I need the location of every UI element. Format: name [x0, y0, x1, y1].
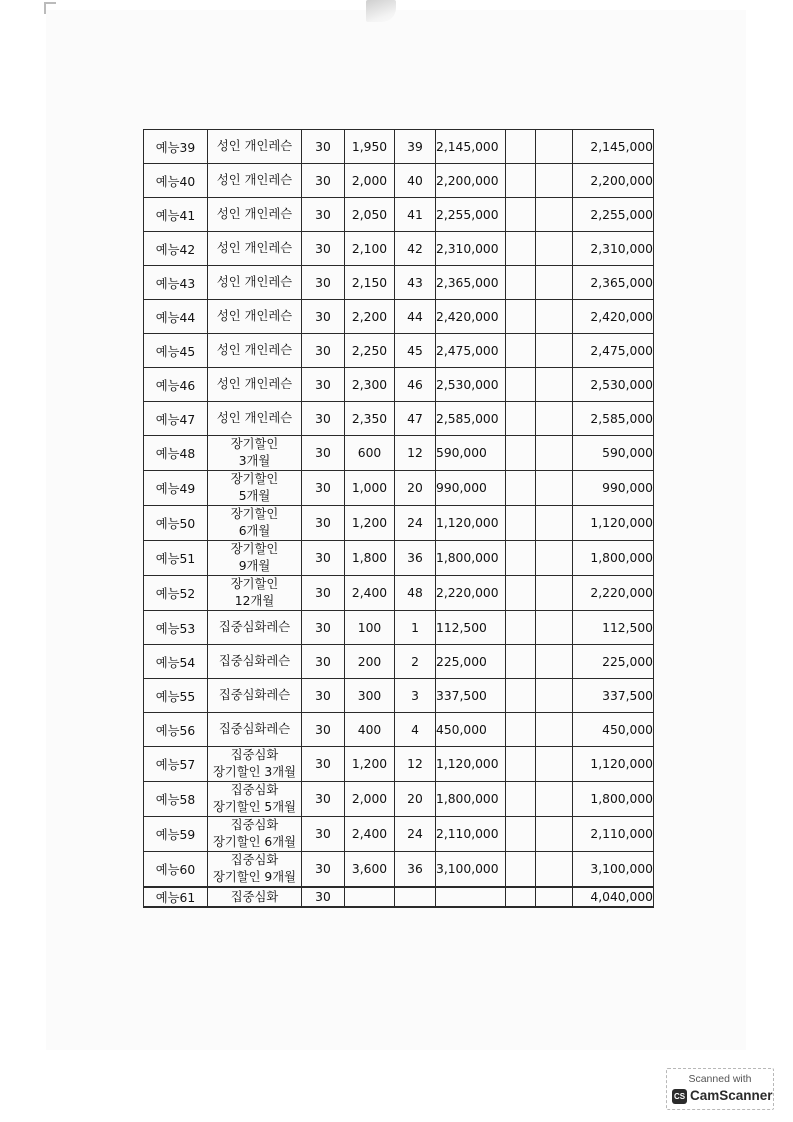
empty-cell	[506, 402, 536, 436]
watermark-caption: Scanned with	[688, 1073, 752, 1085]
course-code-cell: 예능58	[144, 782, 208, 817]
empty-cell	[536, 645, 573, 679]
course-code-cell: 예능55	[144, 679, 208, 713]
tuition-cell: 1,200	[345, 747, 395, 782]
empty-cell	[536, 747, 573, 782]
course-name-cell	[208, 436, 302, 471]
tuition-cell: 1,200	[345, 506, 395, 541]
course-name-cell	[208, 471, 302, 506]
total-cell: 337,500	[573, 679, 654, 713]
course-code-cell: 예능46	[144, 368, 208, 402]
price-cell: 1,120,000	[436, 747, 506, 782]
course-name-line: 집중심화레슨	[218, 654, 291, 668]
price-cell: 112,500	[436, 611, 506, 645]
course-name-line: 집중심화레슨	[218, 620, 291, 634]
table-row	[144, 506, 654, 541]
course-code-cell: 예능41	[144, 198, 208, 232]
tuition-cell: 2,000	[345, 782, 395, 817]
tuition-cell: 2,400	[345, 817, 395, 852]
tuition-cell: 300	[345, 679, 395, 713]
course-code-cell: 예능50	[144, 506, 208, 541]
course-code-cell: 예능47	[144, 402, 208, 436]
total-cell: 2,145,000	[573, 130, 654, 164]
empty-cell	[536, 232, 573, 266]
sessions-cell: 43	[395, 266, 436, 300]
total-cell: 3,100,000	[573, 852, 654, 888]
total-cell: 2,255,000	[573, 198, 654, 232]
course-code-cell: 예능40	[144, 164, 208, 198]
hours-cell: 30	[302, 402, 345, 436]
table-row	[144, 198, 654, 232]
hours-cell: 30	[302, 782, 345, 817]
course-code-cell: 예능45	[144, 334, 208, 368]
course-name-line: 집중심화레슨	[218, 688, 291, 702]
empty-cell	[506, 782, 536, 817]
course-name-cell	[208, 679, 302, 713]
price-cell: 2,365,000	[436, 266, 506, 300]
course-name-cell	[208, 713, 302, 747]
price-cell: 990,000	[436, 471, 506, 506]
price-cell: 3,100,000	[436, 852, 506, 888]
course-code-cell: 예능53	[144, 611, 208, 645]
course-code-cell: 예능59	[144, 817, 208, 852]
course-name-cell	[208, 645, 302, 679]
course-code-cell: 예능44	[144, 300, 208, 334]
sessions-cell: 40	[395, 164, 436, 198]
empty-cell	[506, 817, 536, 852]
sessions-cell: 36	[395, 541, 436, 576]
camscanner-watermark	[666, 1068, 774, 1110]
empty-cell	[506, 130, 536, 164]
empty-cell	[536, 198, 573, 232]
table-row	[144, 645, 654, 679]
total-cell: 2,310,000	[573, 232, 654, 266]
total-cell: 225,000	[573, 645, 654, 679]
tuition-cell: 2,250	[345, 334, 395, 368]
price-cell: 1,800,000	[436, 782, 506, 817]
empty-cell	[536, 852, 573, 888]
empty-cell	[506, 164, 536, 198]
tuition-cell: 200	[345, 645, 395, 679]
watermark-brand: CamScanner	[690, 1088, 773, 1103]
course-code-cell: 예능54	[144, 645, 208, 679]
table-row	[144, 266, 654, 300]
course-name-line: 집중심화	[230, 748, 279, 762]
price-cell: 2,585,000	[436, 402, 506, 436]
total-cell: 4,040,000	[573, 887, 654, 907]
empty-cell	[506, 645, 536, 679]
course-name-line: 장기할인	[230, 507, 279, 521]
table-row	[144, 541, 654, 576]
tuition-cell	[345, 887, 395, 907]
sessions-cell: 42	[395, 232, 436, 266]
empty-cell	[506, 368, 536, 402]
course-name-cell	[208, 852, 302, 888]
course-code-cell: 예능39	[144, 130, 208, 164]
price-cell	[436, 887, 506, 907]
price-cell: 2,420,000	[436, 300, 506, 334]
price-cell: 2,200,000	[436, 164, 506, 198]
course-name-line: 집중심화	[230, 818, 279, 832]
camscanner-logo-icon: CS	[672, 1089, 687, 1104]
course-name-cell	[208, 887, 302, 907]
course-name-line: 집중심화	[230, 783, 279, 797]
sessions-cell: 44	[395, 300, 436, 334]
empty-cell	[536, 334, 573, 368]
course-name-line: 장기할인	[230, 577, 279, 591]
course-name-line: 집중심화	[230, 853, 279, 867]
course-name-cell	[208, 402, 302, 436]
sessions-cell: 20	[395, 471, 436, 506]
course-name-line: 성인 개인레슨	[216, 207, 293, 221]
course-name-line: 장기할인	[230, 542, 279, 556]
empty-cell	[536, 679, 573, 713]
table-row	[144, 782, 654, 817]
empty-cell	[536, 611, 573, 645]
table-row	[144, 679, 654, 713]
hours-cell: 30	[302, 436, 345, 471]
sessions-cell: 41	[395, 198, 436, 232]
course-name-cell	[208, 232, 302, 266]
table-row	[144, 852, 654, 888]
empty-cell	[506, 541, 536, 576]
empty-cell	[506, 852, 536, 888]
total-cell: 2,365,000	[573, 266, 654, 300]
empty-cell	[536, 782, 573, 817]
tuition-cell: 2,000	[345, 164, 395, 198]
course-name-cell	[208, 198, 302, 232]
tuition-cell: 1,800	[345, 541, 395, 576]
hours-cell: 30	[302, 679, 345, 713]
total-cell: 2,475,000	[573, 334, 654, 368]
course-name-line: 성인 개인레슨	[216, 377, 293, 391]
course-code-cell: 예능49	[144, 471, 208, 506]
empty-cell	[506, 334, 536, 368]
table-row	[144, 471, 654, 506]
course-code-cell: 예능51	[144, 541, 208, 576]
table-row	[144, 300, 654, 334]
course-name-line: 장기할인	[230, 437, 279, 451]
price-cell: 450,000	[436, 713, 506, 747]
sessions-cell: 24	[395, 817, 436, 852]
course-name-line: 집중심화레슨	[218, 722, 291, 736]
tuition-cell: 600	[345, 436, 395, 471]
sessions-cell: 2	[395, 645, 436, 679]
course-name-cell	[208, 130, 302, 164]
empty-cell	[506, 506, 536, 541]
tuition-cell: 2,400	[345, 576, 395, 611]
hours-cell: 30	[302, 164, 345, 198]
empty-cell	[506, 611, 536, 645]
empty-cell	[536, 817, 573, 852]
hours-cell: 30	[302, 130, 345, 164]
total-cell: 2,585,000	[573, 402, 654, 436]
total-cell: 2,200,000	[573, 164, 654, 198]
tuition-cell: 2,100	[345, 232, 395, 266]
empty-cell	[536, 576, 573, 611]
hours-cell: 30	[302, 471, 345, 506]
course-code-cell: 예능52	[144, 576, 208, 611]
course-name-line: 6개월	[238, 524, 271, 538]
total-cell: 1,120,000	[573, 747, 654, 782]
empty-cell	[506, 679, 536, 713]
course-name-line: 성인 개인레슨	[216, 275, 293, 289]
course-name-line: 장기할인 3개월	[212, 765, 296, 779]
tuition-cell: 2,350	[345, 402, 395, 436]
course-code-cell: 예능42	[144, 232, 208, 266]
table-row	[144, 368, 654, 402]
course-name-line: 12개월	[234, 594, 275, 608]
fee-table	[143, 129, 654, 908]
empty-cell	[536, 436, 573, 471]
table-row	[144, 817, 654, 852]
sessions-cell: 12	[395, 747, 436, 782]
table-row	[144, 232, 654, 266]
course-name-cell	[208, 611, 302, 645]
hours-cell: 30	[302, 541, 345, 576]
sessions-cell: 47	[395, 402, 436, 436]
empty-cell	[506, 266, 536, 300]
total-cell: 1,800,000	[573, 782, 654, 817]
hours-cell: 30	[302, 266, 345, 300]
table-row	[144, 402, 654, 436]
course-name-cell	[208, 541, 302, 576]
tuition-cell: 2,300	[345, 368, 395, 402]
total-cell: 2,110,000	[573, 817, 654, 852]
total-cell: 450,000	[573, 713, 654, 747]
empty-cell	[536, 300, 573, 334]
course-name-cell	[208, 368, 302, 402]
course-name-line: 성인 개인레슨	[216, 411, 293, 425]
fee-table-body	[144, 130, 654, 908]
course-name-cell	[208, 334, 302, 368]
empty-cell	[536, 266, 573, 300]
course-name-line: 5개월	[238, 489, 271, 503]
course-name-cell	[208, 782, 302, 817]
course-name-line: 성인 개인레슨	[216, 241, 293, 255]
hours-cell: 30	[302, 506, 345, 541]
sessions-cell: 1	[395, 611, 436, 645]
table-row	[144, 436, 654, 471]
sessions-cell: 20	[395, 782, 436, 817]
empty-cell	[506, 300, 536, 334]
empty-cell	[506, 747, 536, 782]
table-row	[144, 611, 654, 645]
empty-cell	[506, 436, 536, 471]
course-name-line: 성인 개인레슨	[216, 343, 293, 357]
empty-cell	[536, 402, 573, 436]
tuition-cell: 1,950	[345, 130, 395, 164]
hours-cell: 30	[302, 713, 345, 747]
table-row	[144, 164, 654, 198]
total-cell: 990,000	[573, 471, 654, 506]
course-name-line: 집중심화	[230, 889, 279, 904]
course-name-line: 3개월	[238, 454, 271, 468]
price-cell: 590,000	[436, 436, 506, 471]
total-cell: 112,500	[573, 611, 654, 645]
empty-cell	[536, 164, 573, 198]
course-name-cell	[208, 747, 302, 782]
sessions-cell: 48	[395, 576, 436, 611]
hours-cell: 30	[302, 232, 345, 266]
sessions-cell: 12	[395, 436, 436, 471]
course-name-line: 9개월	[238, 559, 271, 573]
price-cell: 2,475,000	[436, 334, 506, 368]
hours-cell: 30	[302, 817, 345, 852]
empty-cell	[536, 506, 573, 541]
price-cell: 1,120,000	[436, 506, 506, 541]
course-code-cell: 예능48	[144, 436, 208, 471]
price-cell: 2,530,000	[436, 368, 506, 402]
hours-cell: 30	[302, 852, 345, 888]
total-cell: 2,530,000	[573, 368, 654, 402]
table-row	[144, 130, 654, 164]
course-name-cell	[208, 164, 302, 198]
course-code-cell: 예능60	[144, 852, 208, 888]
empty-cell	[536, 887, 573, 907]
tuition-cell: 1,000	[345, 471, 395, 506]
price-cell: 2,145,000	[436, 130, 506, 164]
course-code-cell: 예능56	[144, 713, 208, 747]
tuition-cell: 3,600	[345, 852, 395, 888]
price-cell: 2,110,000	[436, 817, 506, 852]
empty-cell	[536, 368, 573, 402]
sessions-cell: 24	[395, 506, 436, 541]
table-row	[144, 334, 654, 368]
course-code-cell: 예능43	[144, 266, 208, 300]
course-code-cell: 예능61	[144, 887, 208, 907]
empty-cell	[506, 713, 536, 747]
total-cell: 2,220,000	[573, 576, 654, 611]
hours-cell: 30	[302, 576, 345, 611]
empty-cell	[536, 130, 573, 164]
hours-cell: 30	[302, 747, 345, 782]
price-cell: 2,310,000	[436, 232, 506, 266]
course-name-line: 성인 개인레슨	[216, 139, 293, 153]
tuition-cell: 2,050	[345, 198, 395, 232]
sessions-cell: 45	[395, 334, 436, 368]
course-name-line: 장기할인	[230, 472, 279, 486]
sessions-cell: 46	[395, 368, 436, 402]
hours-cell: 30	[302, 611, 345, 645]
course-name-line: 성인 개인레슨	[216, 173, 293, 187]
sessions-cell: 4	[395, 713, 436, 747]
sessions-cell: 36	[395, 852, 436, 888]
total-cell: 590,000	[573, 436, 654, 471]
table-row	[144, 576, 654, 611]
total-cell: 1,120,000	[573, 506, 654, 541]
price-cell: 1,800,000	[436, 541, 506, 576]
empty-cell	[506, 576, 536, 611]
sessions-cell	[395, 887, 436, 907]
tuition-cell: 400	[345, 713, 395, 747]
course-name-line: 장기할인 9개월	[212, 870, 296, 884]
empty-cell	[506, 471, 536, 506]
course-code-cell: 예능57	[144, 747, 208, 782]
empty-cell	[536, 713, 573, 747]
tuition-cell: 100	[345, 611, 395, 645]
course-name-line: 장기할인 5개월	[212, 800, 296, 814]
total-cell: 1,800,000	[573, 541, 654, 576]
course-name-cell	[208, 300, 302, 334]
course-name-cell	[208, 266, 302, 300]
hours-cell: 30	[302, 645, 345, 679]
hours-cell: 30	[302, 887, 345, 907]
course-name-cell	[208, 817, 302, 852]
table-row	[144, 887, 654, 907]
empty-cell	[506, 198, 536, 232]
empty-cell	[506, 232, 536, 266]
course-name-line: 성인 개인레슨	[216, 309, 293, 323]
table-row	[144, 713, 654, 747]
table-row	[144, 747, 654, 782]
tuition-cell: 2,150	[345, 266, 395, 300]
total-cell: 2,420,000	[573, 300, 654, 334]
price-cell: 2,220,000	[436, 576, 506, 611]
empty-cell	[506, 887, 536, 907]
empty-cell	[536, 471, 573, 506]
hours-cell: 30	[302, 300, 345, 334]
page-corner-mark	[44, 2, 56, 14]
tuition-cell: 2,200	[345, 300, 395, 334]
hours-cell: 30	[302, 334, 345, 368]
sessions-cell: 3	[395, 679, 436, 713]
empty-cell	[536, 541, 573, 576]
price-cell: 2,255,000	[436, 198, 506, 232]
price-cell: 337,500	[436, 679, 506, 713]
course-name-cell	[208, 506, 302, 541]
sessions-cell: 39	[395, 130, 436, 164]
price-cell: 225,000	[436, 645, 506, 679]
course-name-cell	[208, 576, 302, 611]
course-name-line: 장기할인 6개월	[212, 835, 296, 849]
hours-cell: 30	[302, 198, 345, 232]
hours-cell: 30	[302, 368, 345, 402]
